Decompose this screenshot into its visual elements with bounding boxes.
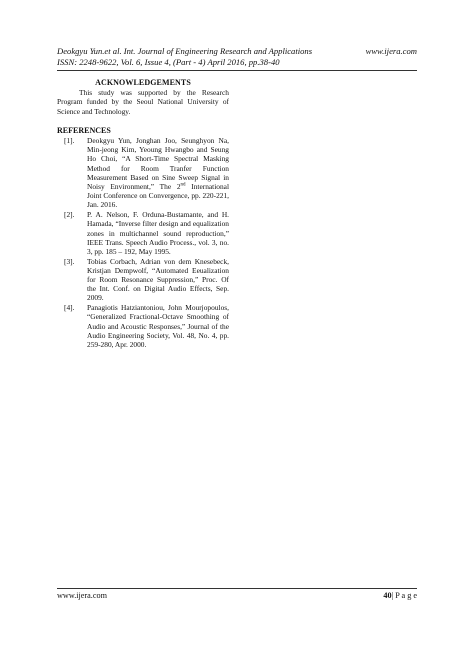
- journal-website: www.ijera.com: [365, 46, 417, 56]
- reference-item: [57, 210, 229, 256]
- left-column: [57, 78, 229, 350]
- reference-number: [4].: [64, 303, 75, 313]
- page-indicator: [383, 591, 417, 601]
- running-header: [57, 46, 417, 68]
- page-footer: [57, 591, 417, 601]
- footer-rule: [57, 588, 417, 589]
- reference-text: Panagiotis Hatziantoniou, John Mourjopoulos, “Generalized Fractional-Octave Smoothing of Audio and Acoustic Responses,” Journal of the Audio Engineering Society, Vol. 48, No. 4, pp. 259-280, Apr. 2000.: [87, 303, 229, 349]
- journal-citation: Deokgyu Yun.et al. Int. Journal of Engineering Research and Applications: [57, 46, 313, 56]
- reference-item: [57, 257, 229, 303]
- reference-number: [2].: [64, 210, 75, 220]
- reference-number: [1].: [64, 136, 75, 146]
- reference-text: P. A. Nelson, F. Orduna-Bustamante, and H. Hamada, “Inverse filter design and equalization zones in multichannel sound reproduction,” IEEE Trans. Speech Audio Process., vol. 3, no. 3, pp. 185 – 192, May 1995.: [87, 210, 229, 256]
- page-label: | P a g e: [391, 591, 417, 600]
- acknowledgements-heading: ACKNOWLEDGEMENTS: [95, 78, 191, 87]
- acknowledgements-text: This study was supported by the Research Program funded by the Seoul National University of Science and Technology.: [57, 88, 229, 116]
- references-heading: REFERENCES: [57, 125, 111, 135]
- reference-text: Tobias Corbach, Adrian von dem Knesebeck, Kristjan Dempwolf, “Automated Eeualization for Room Resonance Suppression,” Proc. Of the Int. Conf. on Digital Audio Effects, Sep. 2009.: [87, 256, 229, 303]
- reference-item: [57, 136, 229, 210]
- reference-number: [3].: [64, 256, 75, 266]
- issn-line: ISSN: 2248-9622, Vol. 6, Issue 4, (Part - 4) April 2016, pp.38-40: [57, 57, 280, 67]
- footer-website: www.ijera.com: [57, 591, 107, 600]
- reference-text: Deokgyu Yun, Jonghan Joo, Seunghyon Na, Min-jeong Kim, Yeoung Hwangbo and Seung Ho Choi, “A Short-Time Spectral Masking Method for Room Tranfer Function Measurement Based on Sine Sweep Signal in Noisy Environment,” The 2nd International Joint Conference on Convergence, pp. 220-221, Jan. 2016.: [87, 136, 230, 210]
- header-rule: [57, 70, 417, 71]
- page-number: 40: [383, 591, 392, 600]
- references-list: [57, 136, 229, 349]
- reference-item: [57, 303, 229, 349]
